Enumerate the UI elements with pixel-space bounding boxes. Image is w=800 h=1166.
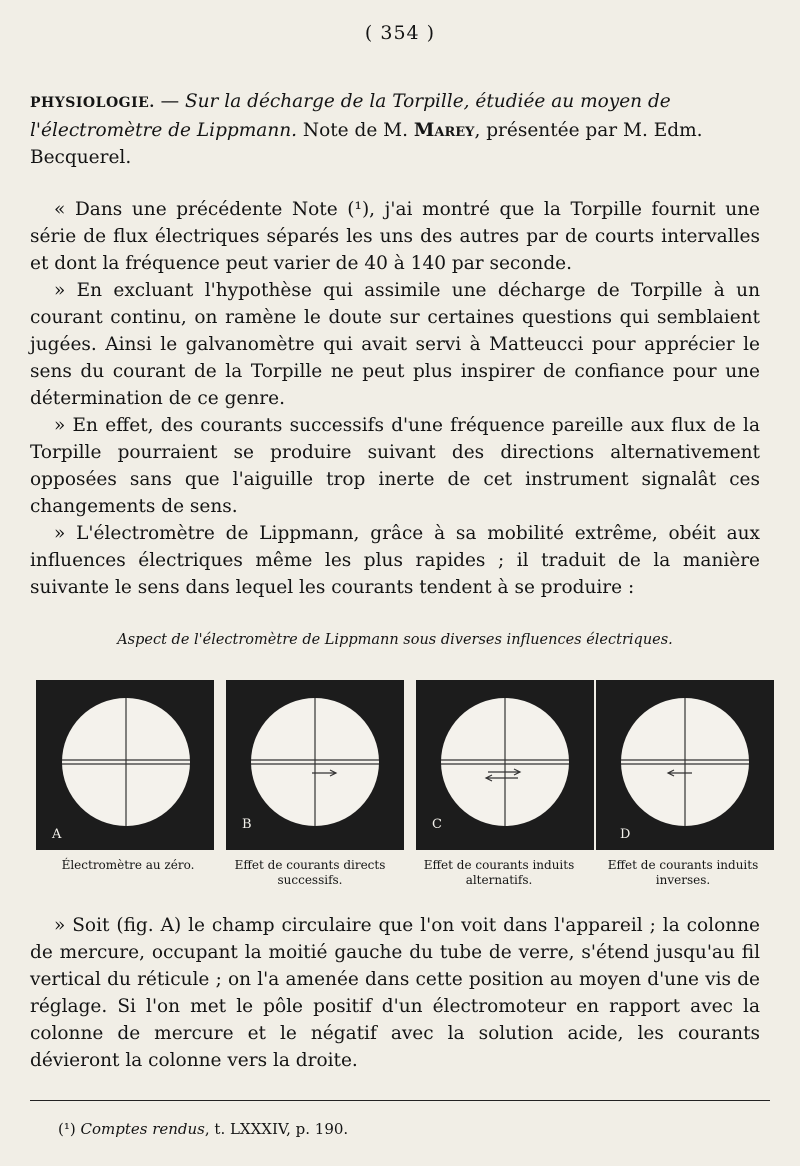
paragraph-5: » Soit (fig. A) le champ circulaire que l'on voit dans l'appareil ; la colonne de mercure, occupant la moitié gauche du tube de verre, s'étend jusqu'au fil vertical du réticule ; on l'a amenée dans cette position au moyen d'une vis de réglage. Si l'on met le pôle positif d'un électromoteur en rapport avec la colonne de mercure et le négatif avec la solution acide, les courants dévieront la colonne vers la droite. [30,915,760,1071]
page-number: ( 354 ) [364,22,436,44]
article-header [30,88,756,171]
paragraph-4: » L'électromètre de Lippmann, grâce à sa mobilité extrême, obéit aux influences électriques même les plus rapides ; il traduit de la manière suivante le sens dans lequel les courants tendent à se produire : [30,523,760,598]
panel-c-illustration [416,680,594,850]
footnote [58,1120,348,1138]
panel-d-letter: D [620,827,631,842]
panel-labels [30,858,770,898]
figure-panels [36,680,776,852]
panel-c-letter: C [432,817,442,832]
body-text [30,196,760,601]
footnote-rule [30,1100,770,1101]
panel-d-label: Effet de courants induits inverses. [607,858,759,887]
panel-a [36,680,214,850]
panel-a-label: Électromètre au zéro. [61,858,195,872]
author-name: Marey [413,120,475,141]
article-title: Sur la décharge de la Torpille, étudiée au moyen de l'électromètre de Lippmann. [30,91,671,141]
panel-b-illustration [226,680,404,850]
section-heading: PHYSIOLOGIE. [30,95,155,111]
presenter-text: , présentée par M. Edm. Becquerel. [30,120,703,168]
footnote-marker: (¹) [58,1120,76,1138]
paragraph-2: » En excluant l'hypothèse qui assimile une décharge de Torpille à un courant continu, on ramène le doute sur certaines questions qui semblaient jugées. Ainsi le galvanomètre qui avait servi à Matteucci pour apprécier le sens du courant de la Torpille ne peut plus inspirer de confiance pour une détermination de ce genre. [30,280,760,409]
panel-b [226,680,404,850]
panel-a-illustration [36,680,214,850]
header-dash: — [154,91,185,112]
panel-b-letter: B [242,817,252,832]
paragraph-1: « Dans une précédente Note (¹), j'ai montré que la Torpille fournit une série de flux électriques séparés les uns des autres par de courts intervalles et dont la fréquence peut varier de 40 à 140 par seconde. [30,199,760,274]
paragraph-3: » En effet, des courants successifs d'une fréquence pareille aux flux de la Torpille pourraient se produire suivant des directions alternativement opposées sans que l'aiguille trop inerte de cet instrument signalât ces changements de sens. [30,415,760,517]
panel-d [596,680,774,850]
panel-c-label: Effet de courants induits alternatifs. [423,858,575,887]
panel-c [416,680,594,850]
figure-caption: Aspect de l'électromètre de Lippmann sous diverses influences électriques. [117,632,673,648]
panel-a-letter: A [52,827,62,842]
footnote-source: Comptes rendus [80,1120,205,1138]
panel-b-label: Effet de courants directs successifs. [234,858,386,887]
note-prefix: Note de M. [297,120,414,141]
closing-text [30,912,760,1074]
panel-d-illustration [596,680,774,850]
footnote-ref: , t. LXXXIV, p. 190. [204,1120,349,1138]
